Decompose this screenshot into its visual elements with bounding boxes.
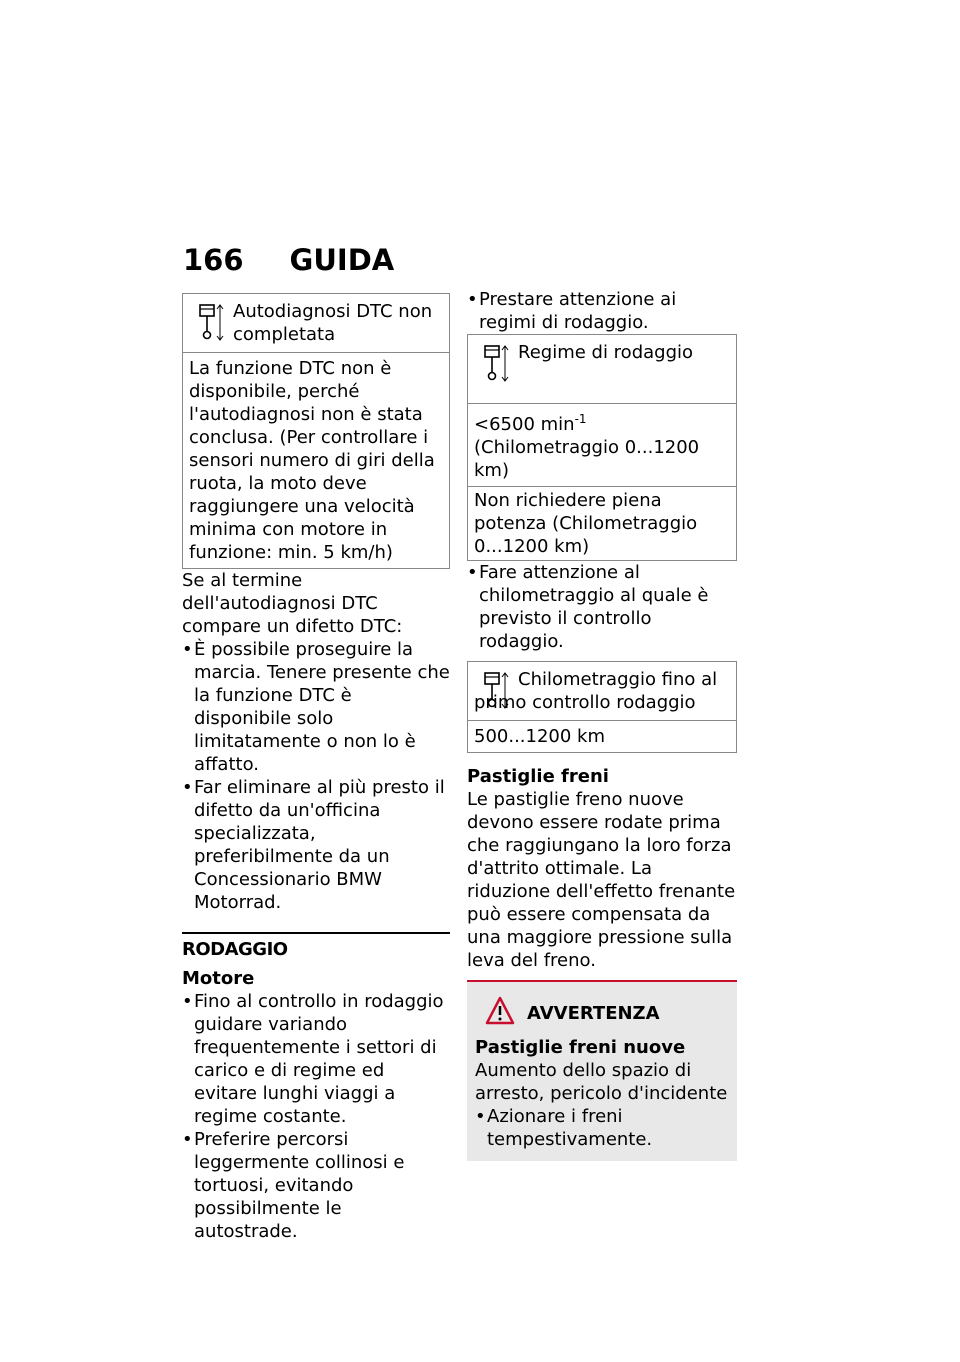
engine-piston-icon: [480, 343, 510, 387]
warning-title: Pastiglie freni nuove: [475, 1037, 686, 1058]
list-item: • Fino al controllo in rodaggio guidare variando frequentemente i settori di carico e di regime ed evitare lunghi viaggi a regime costante.: [182, 990, 450, 1128]
list-item: • È possibile proseguire la marcia. Tenere presente che la funzione DTC è disponibile solo limitatamente o non lo è affatto.: [182, 638, 450, 776]
regime-unit-exponent: -1: [574, 412, 587, 426]
section-title: RODAGGIO: [182, 939, 288, 960]
km-box-header: [468, 662, 736, 721]
dtc-bullet-list: [182, 638, 450, 914]
warning-text: Aumento dello spazio di arresto, pericolo d'incidente: [475, 1060, 728, 1104]
warning-box: [467, 980, 737, 1161]
dtc-box-title: Autodiagnosi DTC non completata: [233, 301, 433, 345]
page-header: [183, 243, 394, 277]
right-column: [467, 288, 737, 1161]
page-number: 166: [183, 243, 244, 277]
list-item: • Far eliminare al più presto il difetto da un'officina specializzata, preferibilmente da un Concessionario BMW Motorrad.: [182, 776, 450, 914]
dtc-info-box: [182, 293, 450, 569]
regime-info-box: [467, 334, 737, 561]
page-title: GUIDA: [289, 243, 395, 277]
section-divider: [182, 932, 450, 961]
pads-title: Pastiglie freni: [467, 766, 609, 787]
km-bullet-list: [467, 561, 737, 653]
warning-header: [475, 990, 729, 1036]
regime-box-header: [468, 335, 736, 404]
pads-text: Le pastiglie freno nuove devono essere rodate prima che raggiungano la loro forza d'attrito ottimale. La riduzione dell'effetto frenante può essere compensata da una maggiore pressione sulla leva del freno.: [467, 789, 736, 971]
list-item: • Prestare attenzione ai regimi di rodaggio.: [467, 288, 737, 334]
km-box-value: 500...1200 km: [474, 726, 606, 747]
dtc-box-header: [183, 294, 449, 353]
list-item: • Preferire percorsi leggermente collinosi e tortuosi, evitando possibilmente le autostrade.: [182, 1128, 450, 1243]
subsection-title: Motore: [182, 968, 255, 989]
regime-bullet-list: [467, 288, 737, 334]
motore-bullet-list: [182, 990, 450, 1243]
warning-label: AVVERTENZA: [527, 1003, 660, 1024]
regime-row-1: [468, 404, 736, 486]
regime-value: <6500 min: [474, 414, 575, 435]
km-box-title: Chilometraggio fino al primo controllo rodaggio: [474, 669, 718, 713]
list-item: • Azionare i freni tempestivamente.: [475, 1105, 729, 1151]
warning-triangle-icon: [485, 996, 515, 1026]
dtc-after-text: Se al termine dell'autodiagnosi DTC compare un difetto DTC:: [182, 570, 403, 637]
regime-range: (Chilometraggio 0...1200 km): [474, 437, 700, 481]
left-column: [182, 293, 450, 1243]
engine-piston-icon: [480, 670, 510, 714]
warning-bullet-list: [475, 1105, 729, 1151]
list-item: • Fare attenzione al chilometraggio al quale è previsto il controllo rodaggio.: [467, 561, 737, 653]
km-info-box: [467, 661, 737, 753]
engine-piston-icon: [195, 302, 225, 346]
regime-row-2: Non richiedere piena potenza (Chilometraggio 0...1200 km): [468, 486, 736, 560]
regime-box-title: Regime di rodaggio: [518, 342, 694, 363]
dtc-box-text: La funzione DTC non è disponibile, perché l'autodiagnosi non è stata conclusa. (Per controllare i sensori numero di giri della ruota, la moto deve raggiungere una velocità minima con motore in funzione: min. 5 km/h): [189, 358, 435, 563]
